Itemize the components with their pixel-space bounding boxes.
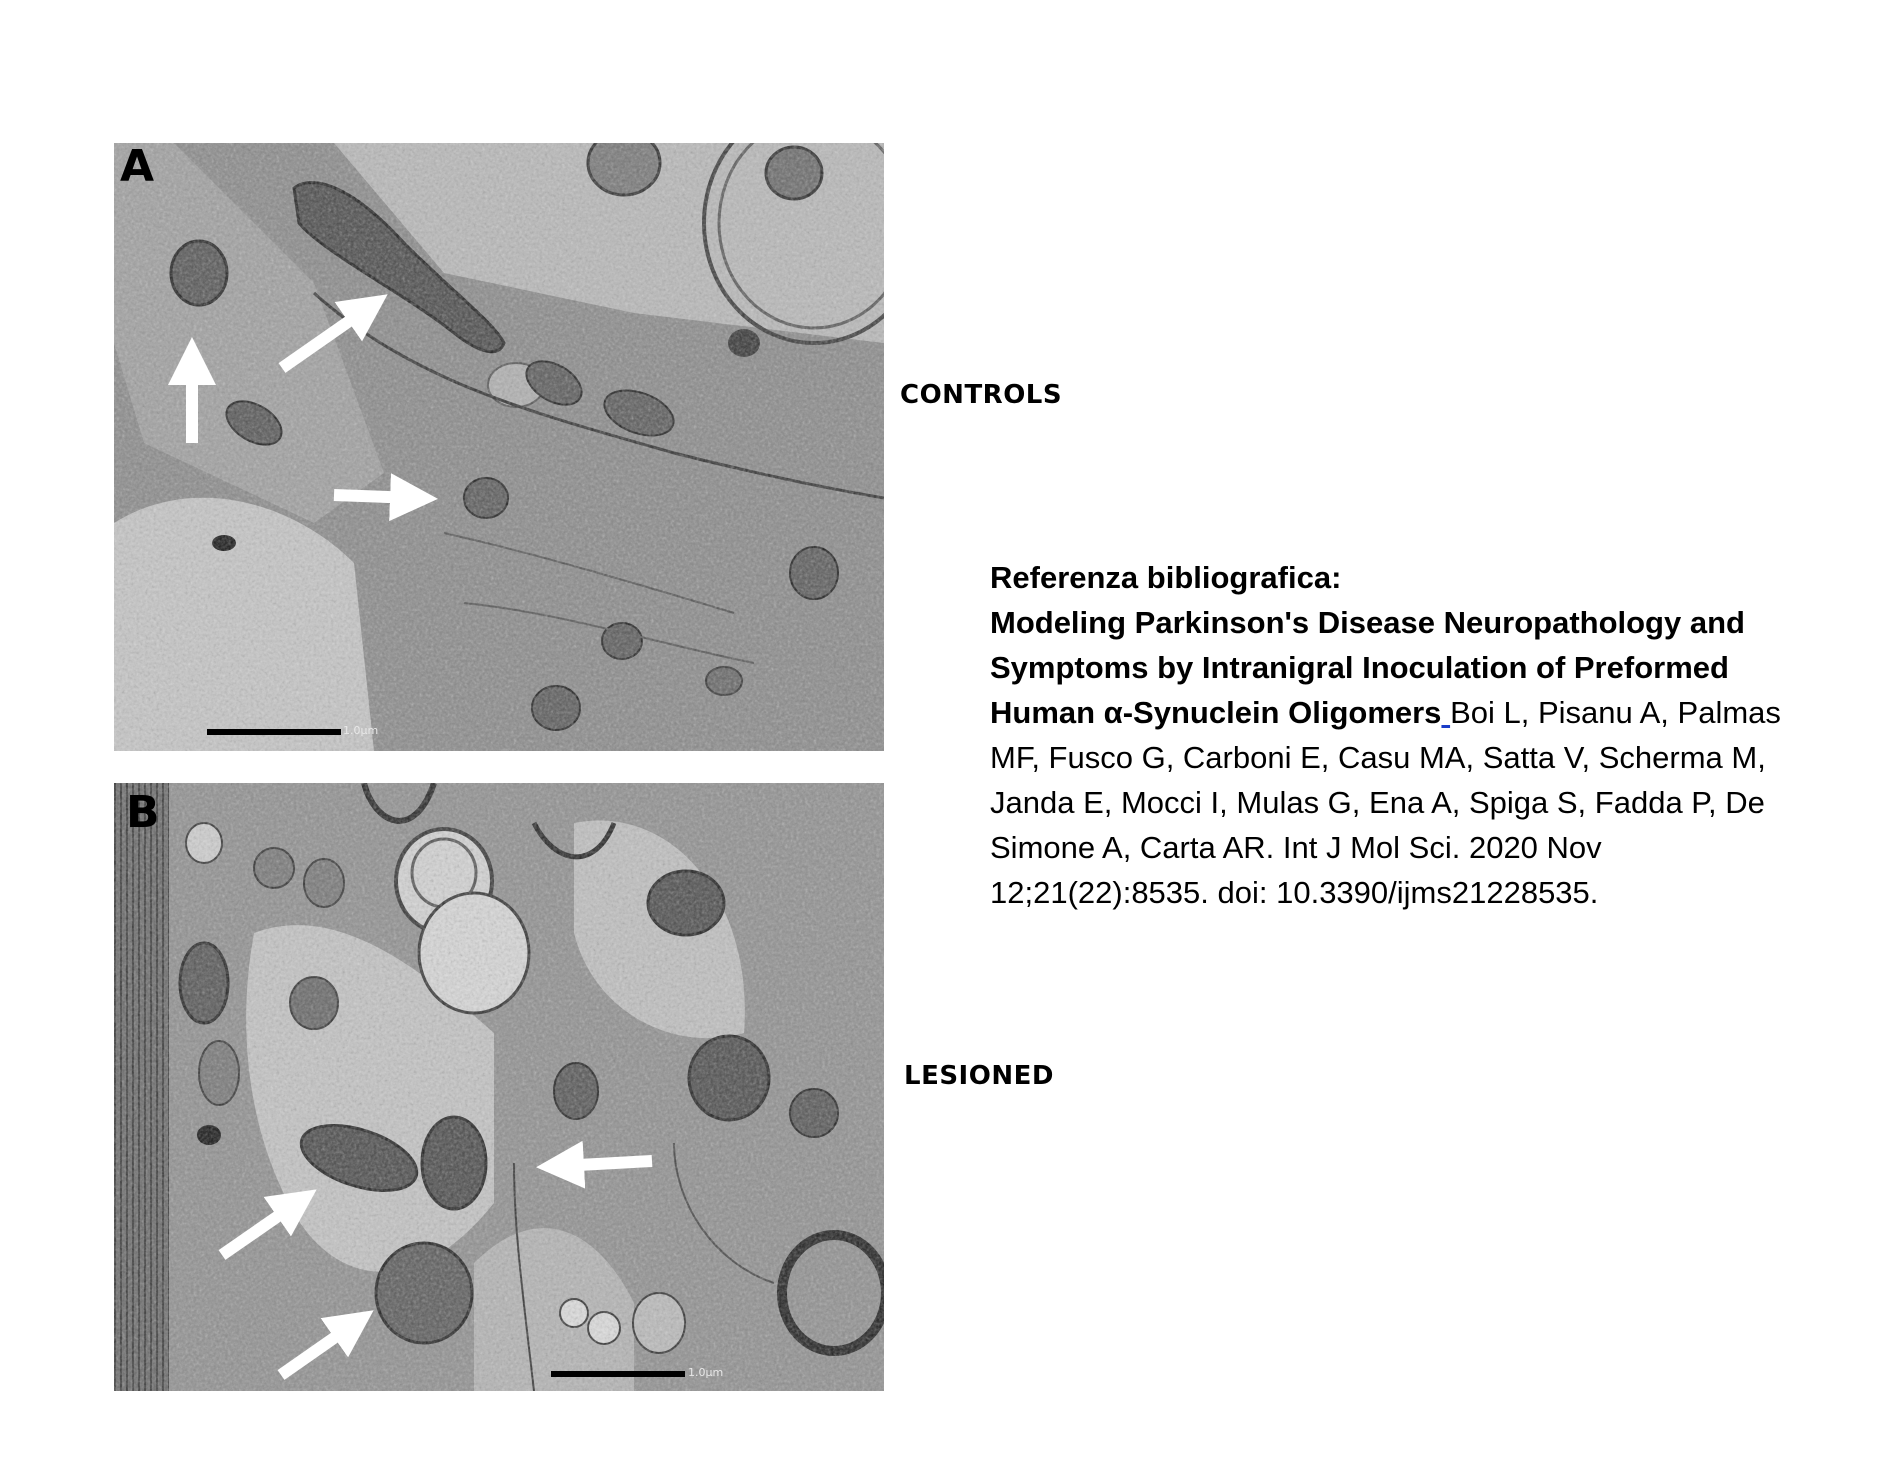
reference-citation: Boi L, Pisanu A, Palmas MF, Fusco G, Carboni E, Casu MA, Satta V, Scherma M, Janda E, Mocci I, Mulas G, Ena A, Spiga S, Fadda P, De Simone A, Carta AR. Int J Mol Sci. 2020 Nov 12;21(22):8535. doi: 10.3390/ijms21228535. xyxy=(990,695,1781,910)
scale-bar-label: 1.0µm xyxy=(343,724,379,737)
scale-bar-label: 1.0µm xyxy=(688,1366,724,1379)
reference-title-line-3: Human α-Synuclein Oligomers xyxy=(990,695,1442,730)
micrograph-panel-a xyxy=(114,143,884,751)
reference-link[interactable] xyxy=(1441,695,1450,730)
bibliographic-reference xyxy=(990,555,1820,915)
arrow-pointer xyxy=(560,1161,652,1166)
micrograph-panel-b xyxy=(114,783,884,1391)
reference-heading: Referenza bibliografica: xyxy=(990,560,1342,595)
micrograph-b-image xyxy=(114,783,884,1391)
micrograph-a-image xyxy=(114,143,884,751)
scale-bar xyxy=(551,1371,685,1377)
scale-bar xyxy=(207,729,341,735)
panel-letter: B xyxy=(126,787,160,838)
arrow-pointer xyxy=(334,495,414,498)
reference-title-line-1: Modeling Parkinson's Disease Neuropathology and xyxy=(990,605,1745,640)
panel-letter: A xyxy=(120,143,155,192)
reference-title-line-2: Symptoms by Intranigral Inoculation of Preformed xyxy=(990,650,1729,685)
group-label-lesioned: LESIONED xyxy=(904,1061,1054,1091)
group-label-controls: CONTROLS xyxy=(900,380,1063,410)
